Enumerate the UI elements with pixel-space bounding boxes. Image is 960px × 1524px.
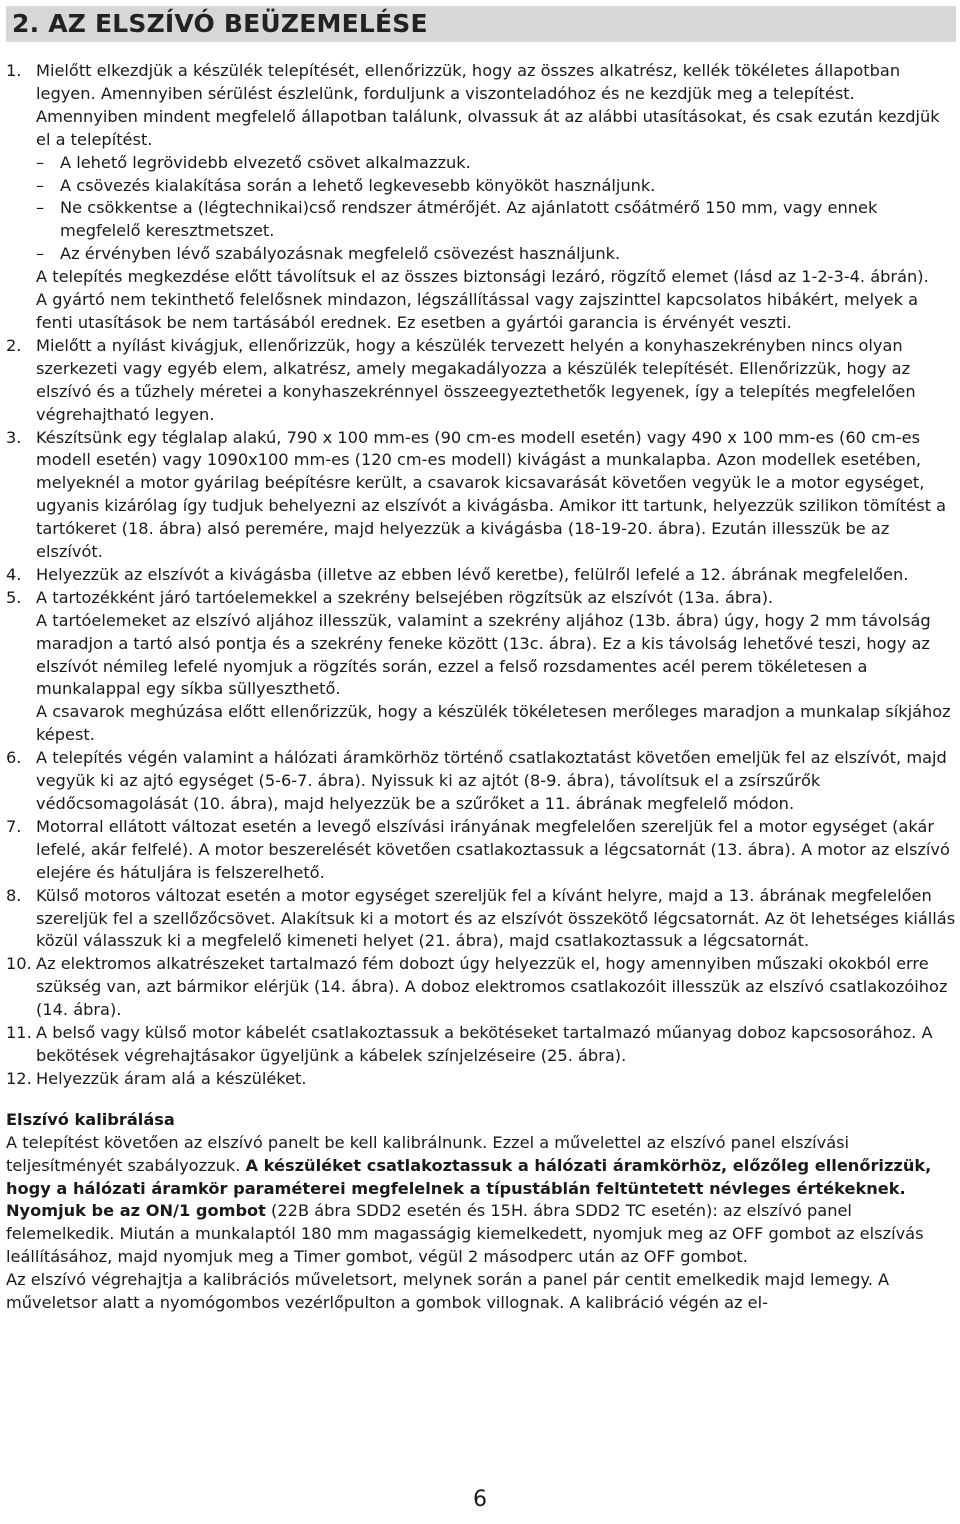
calibration-title: Elszívó kalibrálása <box>6 1109 175 1129</box>
dash-item <box>36 243 956 266</box>
list-item-1 <box>6 60 956 335</box>
item-paragraph: Helyezzük az elszívót a kivágásba (illetve az ebben lévő keretbe), felülről lefelé a 12. ábrának megfelelően. <box>36 564 909 584</box>
item-paragraph: A belső vagy külső motor kábelét csatlakoztassuk a bekötéseket tartalmazó műanyag doboz kapcsosorához. A bekötések végrehajtásakor ügyeljünk a kábelek színjelzéseire (25. ábra). <box>36 1023 933 1065</box>
list-item-8 <box>6 885 956 954</box>
item-paragraph: Az elektromos alkatrészeket tartalmazó fém dobozt úgy helyezzük el, hogy amennyiben műszaki okokból erre szükség van, azt bármikor elérjük (14. ábra). A doboz elektromos csatlakozóit illesszük az elszívó csatlakozóihoz (14. ábra). <box>36 954 948 1020</box>
dash-bullet-icon: – <box>36 244 45 264</box>
dash-item <box>36 197 956 243</box>
item-paragraph: Motorral ellátott változat esetén a levegő elszívási irányának megfelelően szereljük fel a motor egységet (akár lefelé, akár felfelé). A motor beszerelését követően csatlakoztassuk a légcsatornát (13. ábra). A motor az elszívó elejére és hátuljára is felszerelhető. <box>36 816 950 882</box>
item-paragraph: Amennyiben mindent megfelelő állapotban találunk, olvassuk át az alábbi utasításokat, és csak ezután kezdjük el a telepítést. <box>36 106 940 149</box>
list-item-6 <box>6 747 956 816</box>
dash-text: A csövezés kialakítása során a lehető legkevesebb könyököt használjunk. <box>60 175 656 195</box>
page-number: 6 <box>473 1487 487 1512</box>
item-number: 5. <box>6 587 22 607</box>
item-paragraph: Külső motoros változat esetén a motor egységet szereljük fel a kívánt helyre, majd a 13. ábrának megfelelően szereljük fel a szellőzőcsövet. Alakítsuk ki a motort és az elszívót összekötő légcsatornát. Az öt lehetséges kiállás közül válasszuk ki a megfelelő kimeneti helyet (21. ábra), majd csatlakoztassuk a légcsatornát. <box>36 885 956 951</box>
item-number: 10. <box>6 954 32 974</box>
section-heading-bar <box>6 6 956 42</box>
dash-text: Ne csökkentse a (légtechnikai)cső rendszer átmérőjét. Az ajánlatott csőátmérő 150 mm, vagy ennek megfelelő keresztmetszet. <box>60 198 878 241</box>
item-paragraph: A tartóelemeket az elszívó aljához illesszük, valamint a szekrény aljához (13b. ábra) úgy, hogy 2 mm távolság maradjon a tartó alsó pontja és a szekrény feneke között (13c. ábra). Ez a kis távolság lehetővé teszi, hogy az elszívót némileg lefelé nyomjuk a rögzítés során, ezzel a felső rozsdamentes acél perem tökéletesen a munkalappal egy síkba süllyeszthető. <box>36 610 931 699</box>
item-number: 8. <box>6 885 22 905</box>
dash-bullet-icon: – <box>36 198 45 218</box>
calibration-bold-text: A készüléket csatlakoztassuk a hálózati áramkörhöz, előzőleg ellenőrizzük, hogy a hálózati áramkör paraméterei megfelelnek a típustáblán feltüntetett névleges értékeknek. Nyomjuk be az ON/1 gombot <box>6 1155 932 1221</box>
section-heading: 2. AZ ELSZÍVÓ BEÜZEMELÉSE <box>12 9 428 38</box>
item-paragraph: A gyártó nem tekinthető felelősnek mindazon, légszállítással vagy zajszinttel kapcsolatos hibákért, melyek a fenti utasítások be nem tartásából erednek. Ez esetben a gyártói garancia is érvényét veszti. <box>36 290 919 332</box>
item-number: 3. <box>6 427 22 447</box>
item-paragraph: Készítsünk egy téglalap alakú, 790 x 100 mm-es (90 cm-es modell esetén) vagy 490 x 100 mm-es (60 cm-es modell esetén) vagy 1090x100 mm-es (120 cm-es modell) kivágást a munkalapba. Azon modellek esetében, melyeknél a motor gyárilag beépítésre került, a csavarok kicsavarását követően vegyük le a motor egységet, ugyanis kizárólag így tudjuk behelyezni az elszívót a kivágásba. Amikor itt tartunk, helyezzük szilikon tömítést a tartókeret (18. ábra) alsó peremére, majd helyezzük a kivágásba (18-19-20. ábra). Ezután illesszük be az elszívót. <box>36 427 947 562</box>
calibration-text: A telepítést követően az elszívó panelt be kell kalibrálnunk. Ezzel a művelettel az elszívó panel elszívási teljesítményét szabályozzuk. <box>6 1132 850 1175</box>
item-paragraph: Helyezzük áram alá a készüléket. <box>36 1068 307 1088</box>
dash-text: Az érvényben lévő szabályozásnak megfelelő csövezést használjunk. <box>60 244 621 264</box>
item-paragraph: Mielőtt a nyílást kivágjuk, ellenőrizzük, hogy a készülék tervezett helyén a konyhaszekrényben nincs olyan szerkezeti vagy egyéb elem, alkatrész, amely megakadályozza a készülék telepítését. Ellenőrizzük, hogy az elszívó és a tűzhely méretei a konyhaszekrénnyel összeegyeztethetők legyenek, így a telepítés megfelelően végrehajtható legyen. <box>36 335 916 424</box>
item-number: 12. <box>6 1068 32 1088</box>
list-item-3 <box>6 427 956 564</box>
item-number: 6. <box>6 748 22 768</box>
list-item-12 <box>6 1068 956 1091</box>
item-paragraph: Mielőtt elkezdjük a készülék telepítését, ellenőrizzük, hogy az összes alkatrész, kellék tökéletes állapotban legyen. Amennyiben sérülést észlelünk, forduljunk a viszonteladóhoz és ne kezdjük meg a telepítést. <box>36 61 901 103</box>
item-paragraph: A tartozékként járó tartóelemekkel a szekrény belsejében rögzítsük az elszívót (13a. ábra). <box>36 587 774 607</box>
item-number: 4. <box>6 564 22 584</box>
item-paragraph: A csavarok meghúzása előtt ellenőrizzük, hogy a készülék tökéletesen merőleges maradjon a munkalap síkjához képest. <box>36 702 951 745</box>
list-item-11 <box>6 1022 956 1068</box>
list-item-2 <box>6 335 956 427</box>
calibration-paragraph <box>6 1132 956 1269</box>
instructions-body <box>6 60 956 1315</box>
calibration-section <box>6 1109 956 1315</box>
item-paragraph: A telepítés megkezdése előtt távolítsuk el az összes biztonsági lezáró, rögzítő elemet (lásd az 1-2-3-4. ábrán). <box>36 267 929 287</box>
calibration-paragraph: Az elszívó végrehajtja a kalibrációs műveletsort, melynek során a panel pár centit emelkedik majd lemegy. A műveletsor alatt a nyomógombos vezérlőpulton a gombok villognak. A kalibráció végén az el- <box>6 1270 890 1313</box>
calibration-text: (22B ábra SDD2 esetén és 15H. ábra SDD2 TC esetén): az elszívó panel felemelkedik. Miután a munkalaptól 180 mm magasságig kiemelkedett, nyomjuk meg az OFF gombot az elszívás leállításához, majd nyomjuk meg a Timer gombot, végül 2 másodperc után az OFF gombot. <box>6 1201 924 1267</box>
dash-item <box>36 152 956 175</box>
dash-text: A lehető legrövidebb elvezető csövet alkalmazzuk. <box>60 152 471 172</box>
item-number: 11. <box>6 1023 32 1043</box>
item-paragraph: A telepítés végén valamint a hálózati áramkörhöz történő csatlakoztatást követően emeljük fel az elszívót, majd vegyük ki az ajtó egységet (5-6-7. ábra). Nyissuk ki az ajtót (8-9. ábra), távolítsuk el a zsírszűrők védőcsomagolását (10. ábra), majd helyezzük be a szűrőket a 11. ábrának megfelelő módon. <box>36 748 947 813</box>
item-number: 1. <box>6 61 22 80</box>
dash-item <box>36 175 956 198</box>
dash-bullet-icon: – <box>36 175 45 195</box>
list-item-4 <box>6 564 956 587</box>
item-number: 2. <box>6 335 22 355</box>
list-item-5 <box>6 587 956 747</box>
item-number: 7. <box>6 816 22 836</box>
list-item-10 <box>6 953 956 1022</box>
dash-bullet-icon: – <box>36 152 45 172</box>
list-item-7 <box>6 816 956 885</box>
